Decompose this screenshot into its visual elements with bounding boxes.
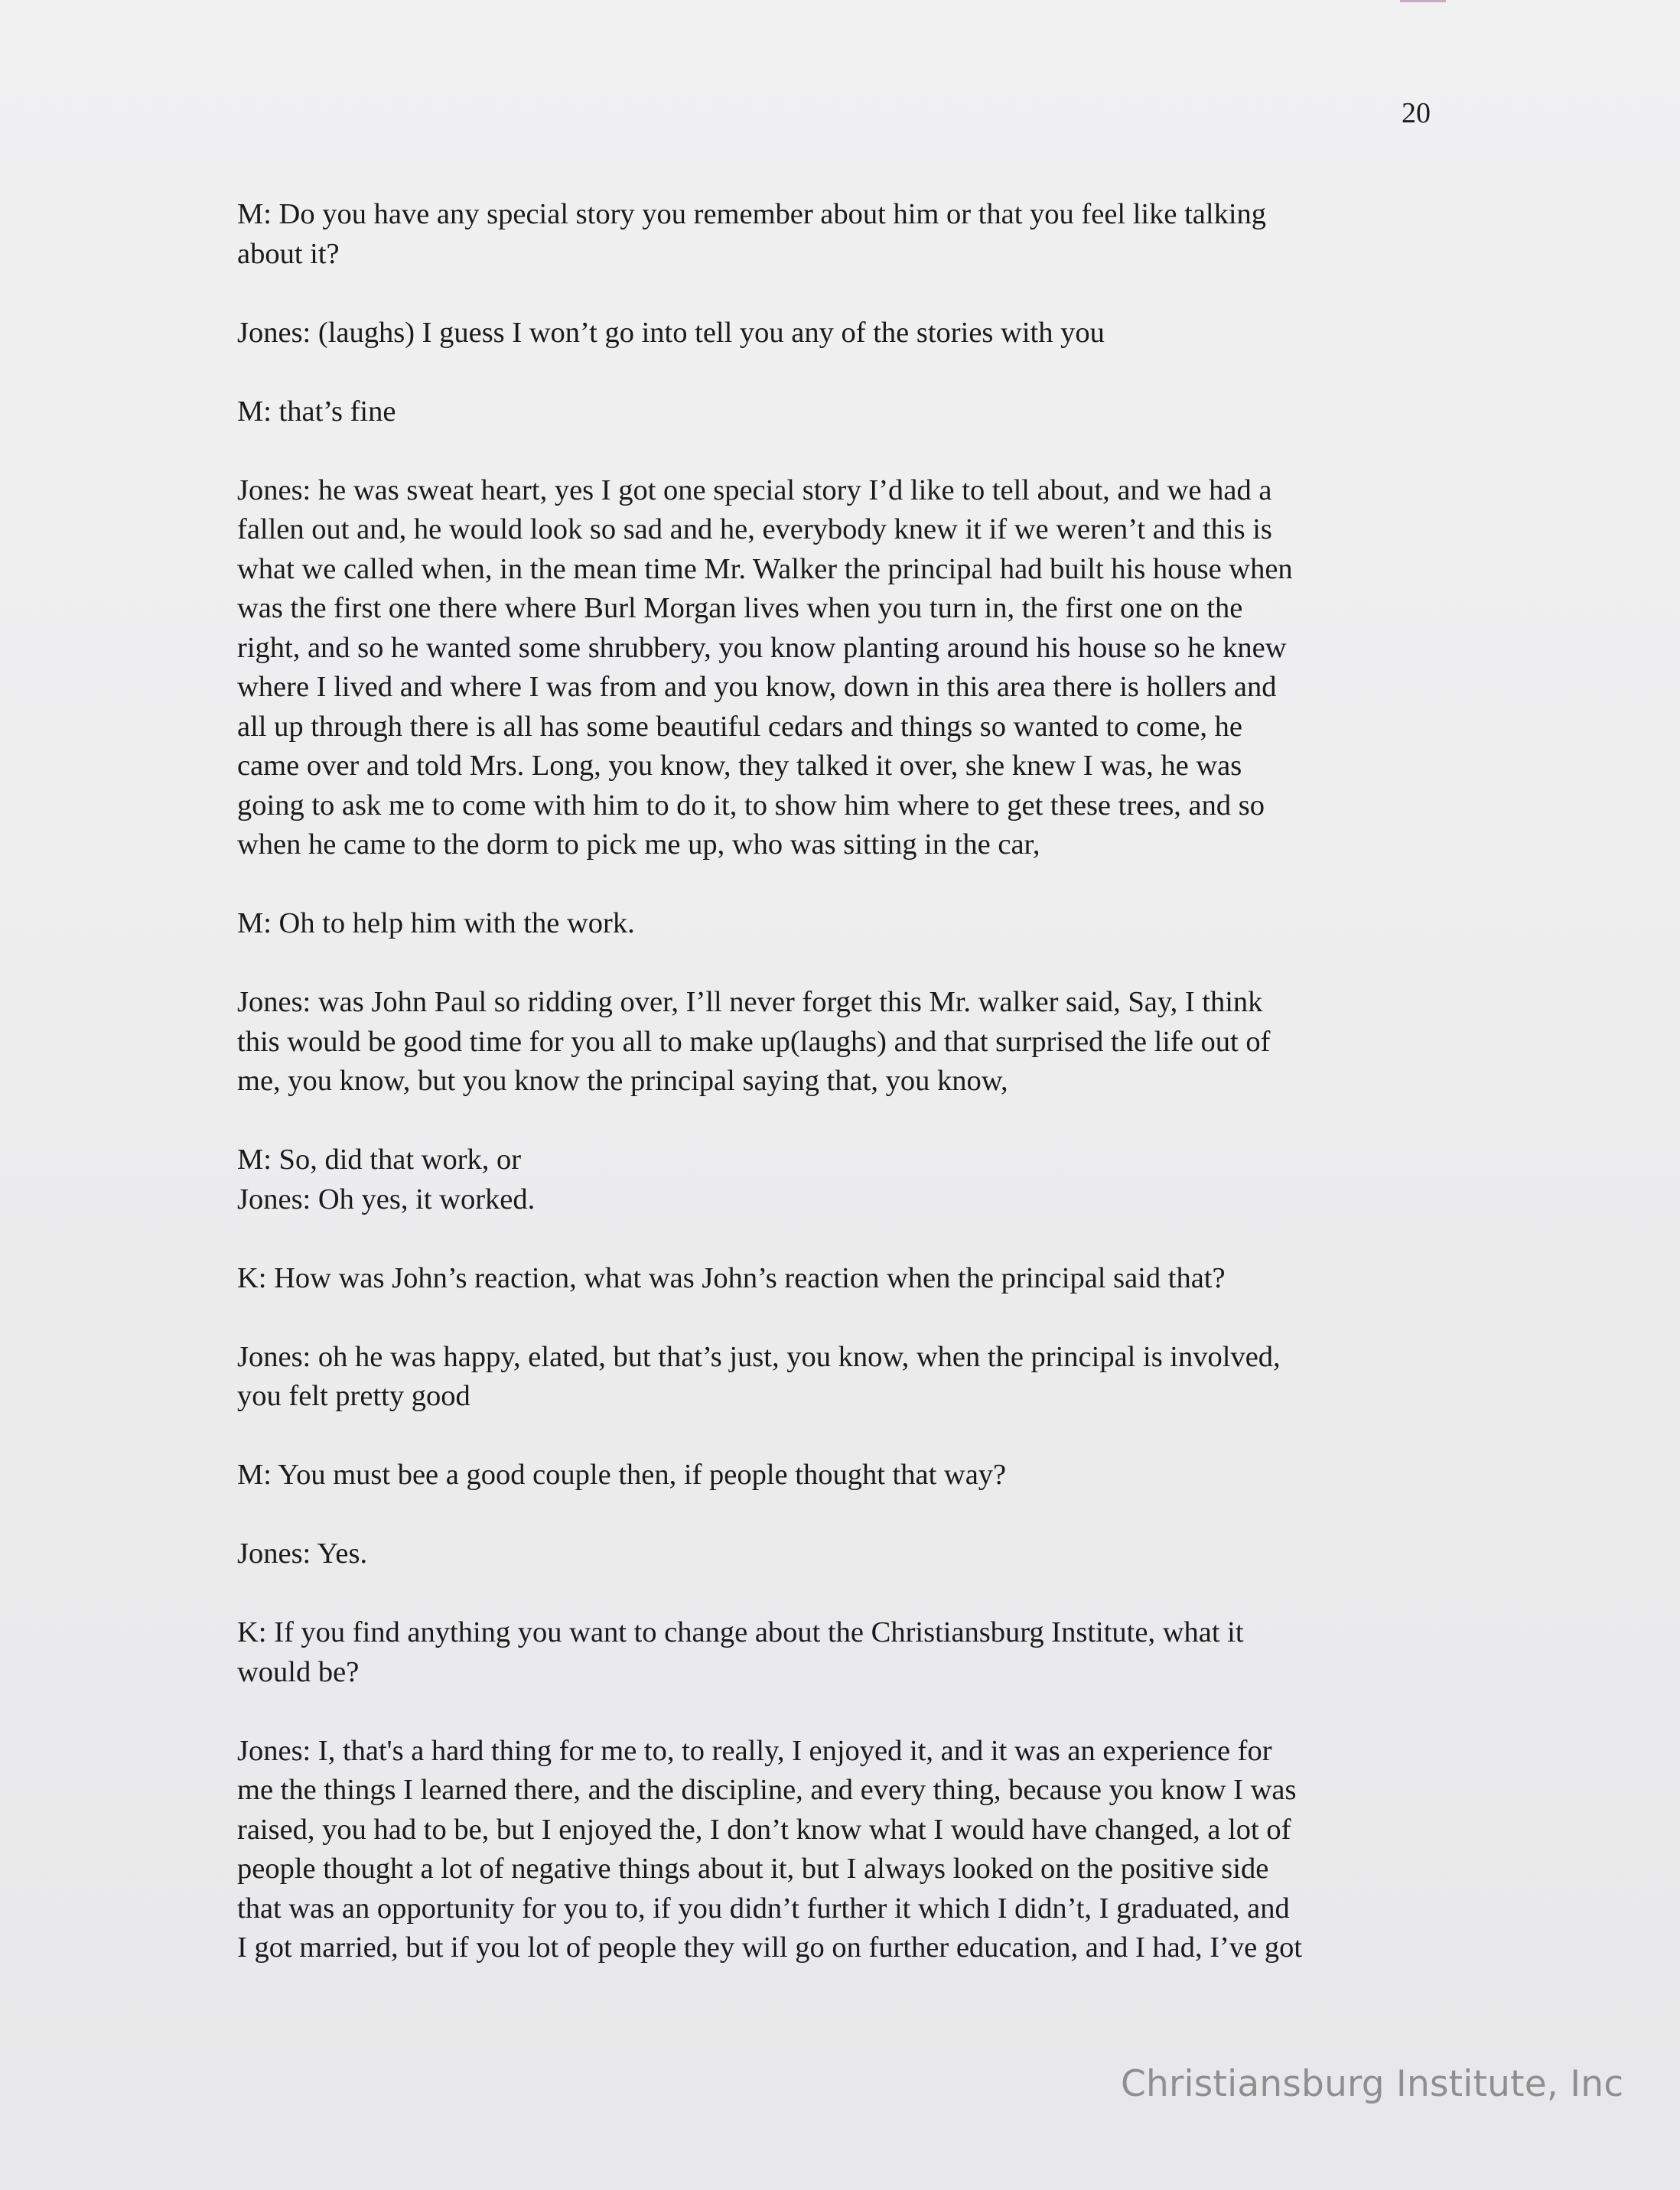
transcript-line: me, you know, but you know the principal saying that, you know, [237, 1065, 1008, 1097]
transcript-line: people thought a lot of negative things about it, but I always looked on the positive side [237, 1853, 1269, 1885]
transcript-paragraph [237, 1180, 1461, 1220]
transcript-line: M: Do you have any special story you remember about him or that you feel like talking [237, 198, 1267, 230]
page-number: 20 [1402, 97, 1431, 129]
transcript-line: Jones: oh he was happy, elated, but that’s just, you know, when the principal is involved, [237, 1340, 1281, 1373]
transcript-line: Jones: (laughs) I guess I won’t go into tell you any of the stories with you [237, 316, 1105, 349]
transcript-line: about it? [237, 237, 340, 270]
transcript-line: Jones: I, that's a hard thing for me to, to really, I enjoyed it, and it was an experience for [237, 1734, 1272, 1767]
transcript-paragraph [237, 195, 1461, 274]
transcript-line: Jones: Yes. [237, 1538, 368, 1570]
transcript-paragraph [237, 392, 1461, 432]
interview-transcript [237, 195, 1461, 2007]
transcript-line: fallen out and, he would look so sad and he, everybody knew it if we weren’t and this is [237, 513, 1272, 545]
transcript-line: Jones: he was sweat heart, yes I got one special story I’d like to tell about, and we had a [237, 473, 1272, 506]
transcript-paragraph [237, 1259, 1461, 1299]
transcript-line: Jones: was John Paul so ridding over, I’ll never forget this Mr. walker said, Say, I think [237, 986, 1263, 1018]
transcript-paragraph [237, 983, 1461, 1102]
transcript-line: M: You must bee a good couple then, if people thought that way? [237, 1459, 1007, 1491]
transcript-paragraph [237, 471, 1461, 865]
transcript-paragraph [237, 1613, 1461, 1692]
watermark: Christiansburg Institute, Inc [1121, 2063, 1624, 2105]
transcript-paragraph [237, 1338, 1461, 1417]
page-edge-mark [1400, 0, 1446, 2]
transcript-paragraph [237, 1456, 1461, 1495]
transcript-line: that was an opportunity for you to, if you didn’t further it which I didn’t, I graduated, and [237, 1892, 1290, 1925]
transcript-paragraph [237, 1534, 1461, 1574]
transcript-line: raised, you had to be, but I enjoyed the, I don’t know what I would have changed, a lot of [237, 1813, 1291, 1846]
transcript-line: you felt pretty good [237, 1380, 470, 1412]
transcript-line: K: How was John’s reaction, what was John’s reaction when the principal said that? [237, 1261, 1226, 1294]
transcript-paragraph [237, 904, 1461, 944]
transcript-paragraph [237, 1141, 1461, 1180]
transcript-line: would be? [237, 1655, 360, 1688]
transcript-line: me the things I learned there, and the discipline, and every thing, because you know I was [237, 1774, 1297, 1806]
transcript-paragraph [237, 314, 1461, 353]
transcript-line: when he came to the dorm to pick me up, who was sitting in the car, [237, 828, 1040, 861]
transcript-line: going to ask me to come with him to do it, to show him where to get these trees, and so [237, 789, 1265, 822]
transcript-line: M: that’s fine [237, 395, 396, 428]
transcript-line: all up through there is all has some beautiful cedars and things so wanted to come, he [237, 710, 1243, 743]
transcript-line: came over and told Mrs. Long, you know, they talked it over, she knew I was, he was [237, 750, 1242, 782]
transcript-line: this would be good time for you all to make up(laughs) and that surprised the life out of [237, 1025, 1271, 1058]
transcript-line: Jones: Oh yes, it worked. [237, 1183, 536, 1215]
transcript-line: M: So, did that work, or [237, 1144, 522, 1176]
transcript-line: what we called when, in the mean time Mr. Walker the principal had built his house when [237, 552, 1293, 585]
transcript-line: right, and so he wanted some shrubbery, you know planting around his house so he knew [237, 631, 1287, 664]
transcript-line: M: Oh to help him with the work. [237, 907, 635, 939]
transcript-line: K: If you find anything you want to change about the Christiansburg Institute, what it [237, 1616, 1244, 1648]
transcript-paragraph [237, 1732, 1461, 1968]
transcript-line: was the first one there where Burl Morgan lives when you turn in, the first one on the [237, 592, 1243, 624]
transcript-line: where I lived and where I was from and you know, down in this area there is hollers and [237, 671, 1277, 703]
transcript-line: I got married, but if you lot of people they will go on further education, and I had, I’ve got [237, 1931, 1303, 1964]
